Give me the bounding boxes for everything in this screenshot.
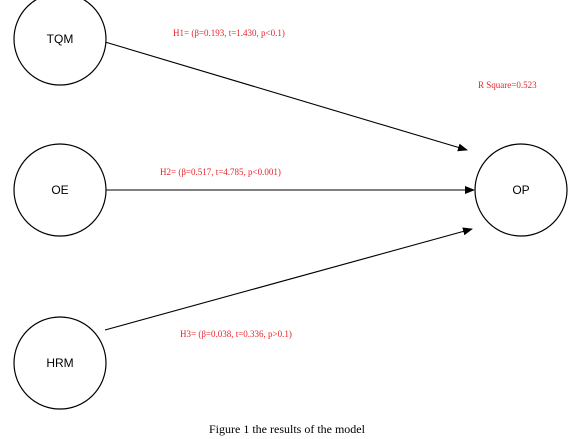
node-op <box>475 144 567 236</box>
node-hrm <box>14 317 106 409</box>
node-tqm-label: TQM <box>46 32 74 46</box>
arrow-tqm-op <box>105 42 467 150</box>
node-op-label: OP <box>512 183 530 197</box>
r-square-label: R Square=0.523 <box>478 80 537 90</box>
arrow-hrm-op <box>105 229 472 330</box>
node-hrm-label: HRM <box>46 356 74 370</box>
h3-label: H3= (β=0.038, t=0.336, p>0.1) <box>180 329 292 339</box>
node-oe <box>14 144 106 236</box>
h1-label: H1= (β=0.193, t=1.430, p<0.1) <box>173 28 285 38</box>
node-oe-label: OE <box>51 183 69 197</box>
node-tqm <box>14 0 106 85</box>
figure-caption: Figure 1 the results of the model <box>209 422 365 436</box>
h2-label: H2= (β=0.517, t=4.785, p<0.001) <box>160 167 281 177</box>
